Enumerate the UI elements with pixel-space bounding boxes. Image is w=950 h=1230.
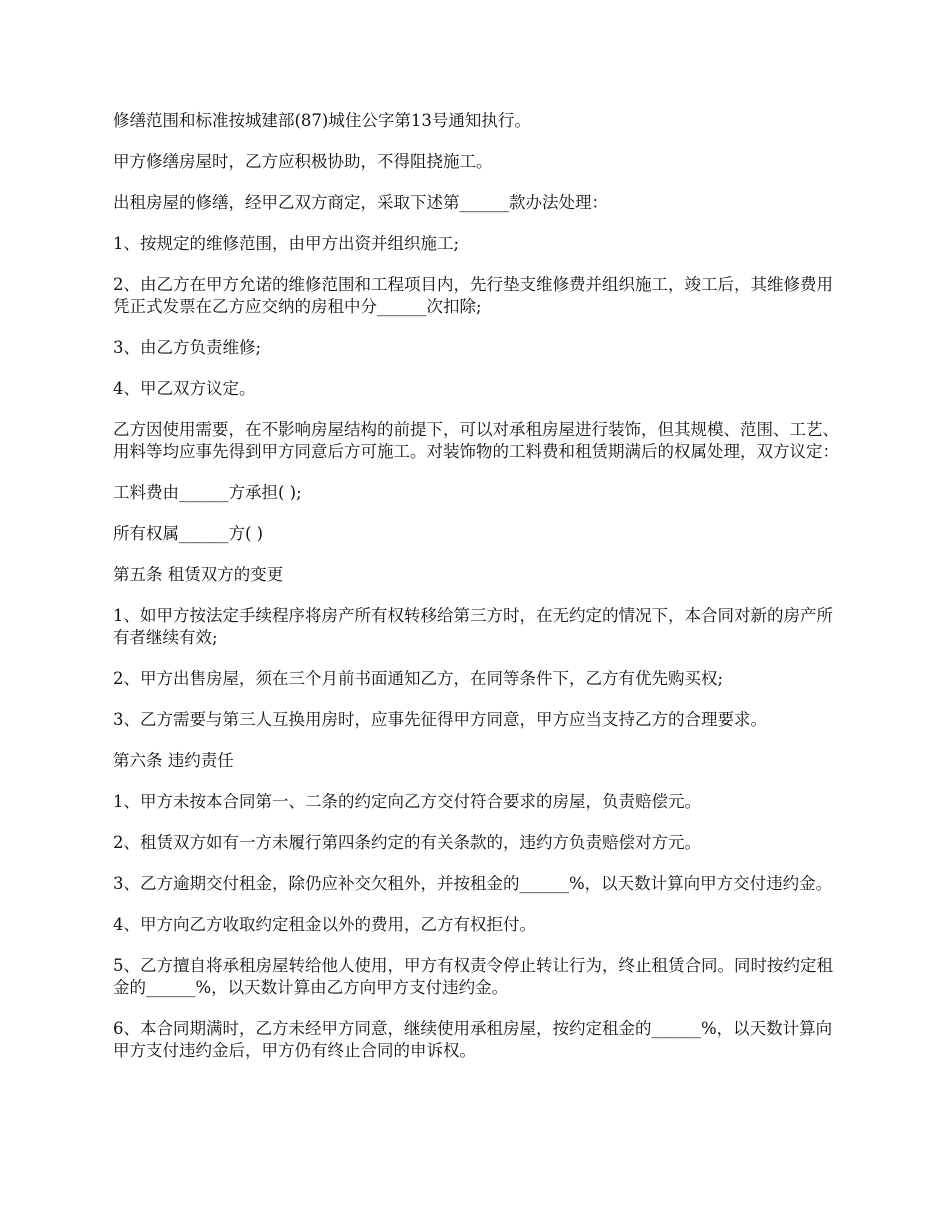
paragraph-material-cost: 工料费由______方承担( ); (113, 483, 302, 502)
paragraph-liability-2: 2、租赁双方如有一方未履行第四条约定的有关条款的，违约方负责赔偿对方元。 (113, 833, 701, 852)
paragraph-decoration: 乙方因使用需要，在不影响房屋结构的前提下，可以对承租房屋进行装饰，但其规模、范围、工艺、用料等均应事先得到甲方同意后方可施工。对装饰物的工料费和租赁期满后的权属处理，双方议定： (113, 420, 839, 461)
section-heading-article-5: 第五条 租赁双方的变更 (113, 565, 284, 584)
paragraph-liability-1: 1、甲方未按本合同第一、二条的约定向乙方交付符合要求的房屋，负责赔偿元。 (113, 792, 701, 811)
section-heading-article-6: 第六条 违约责任 (113, 751, 234, 770)
paragraph-ownership: 所有权属______方( ) (113, 524, 264, 543)
paragraph-repair-option-3: 3、由乙方负责维修; (113, 338, 262, 357)
paragraph-change-2: 2、甲方出售房屋，须在三个月前书面通知乙方，在同等条件下，乙方有优先购买权; (113, 669, 724, 688)
paragraph-repair-cooperation: 甲方修缮房屋时，乙方应积极协助，不得阻挠施工。 (113, 152, 493, 171)
paragraph-repair-option-2: 2、由乙方在甲方允诺的维修范围和工程项目内，先行垫支维修费并组织施工，竣工后，其维修费用凭正式发票在乙方应交纳的房租中分______次扣除; (113, 275, 833, 316)
paragraph-repair-standard: 修缮范围和标准按城建部(87)城住公字第13号通知执行。 (113, 111, 531, 130)
paragraph-liability-3: 3、乙方逾期交付租金，除仍应补交欠租外，并按租金的______%，以天数计算向甲方交付违约金。 (113, 874, 833, 893)
paragraph-liability-5: 5、乙方擅自将承租房屋转给他人使用，甲方有权责令停止转让行为，终止租赁合同。同时按约定租金的______%，以天数计算由乙方向甲方支付违约金。 (113, 956, 833, 997)
paragraph-repair-option-4: 4、甲乙双方议定。 (113, 379, 256, 398)
paragraph-change-1: 1、如甲方按法定手续程序将房产所有权转移给第三方时，在无约定的情况下，本合同对新的房产所有者继续有效; (113, 606, 833, 647)
paragraph-liability-6: 6、本合同期满时，乙方未经甲方同意，继续使用承租房屋，按约定租金的______%，以天数计算向甲方支付违约金后，甲方仍有终止合同的申诉权。 (113, 1019, 833, 1060)
paragraph-repair-option-1: 1、按规定的维修范围，由甲方出资并组织施工; (113, 234, 460, 253)
paragraph-change-3: 3、乙方需要与第三人互换用房时，应事先征得甲方同意，甲方应当支持乙方的合理要求。 (113, 710, 767, 729)
document-page (113, 110, 843, 1081)
paragraph-liability-4: 4、甲方向乙方收取约定租金以外的费用，乙方有权拒付。 (113, 915, 536, 934)
paragraph-repair-method: 出租房屋的修缮，经甲乙双方商定，采取下述第______款办法处理： (113, 193, 608, 212)
